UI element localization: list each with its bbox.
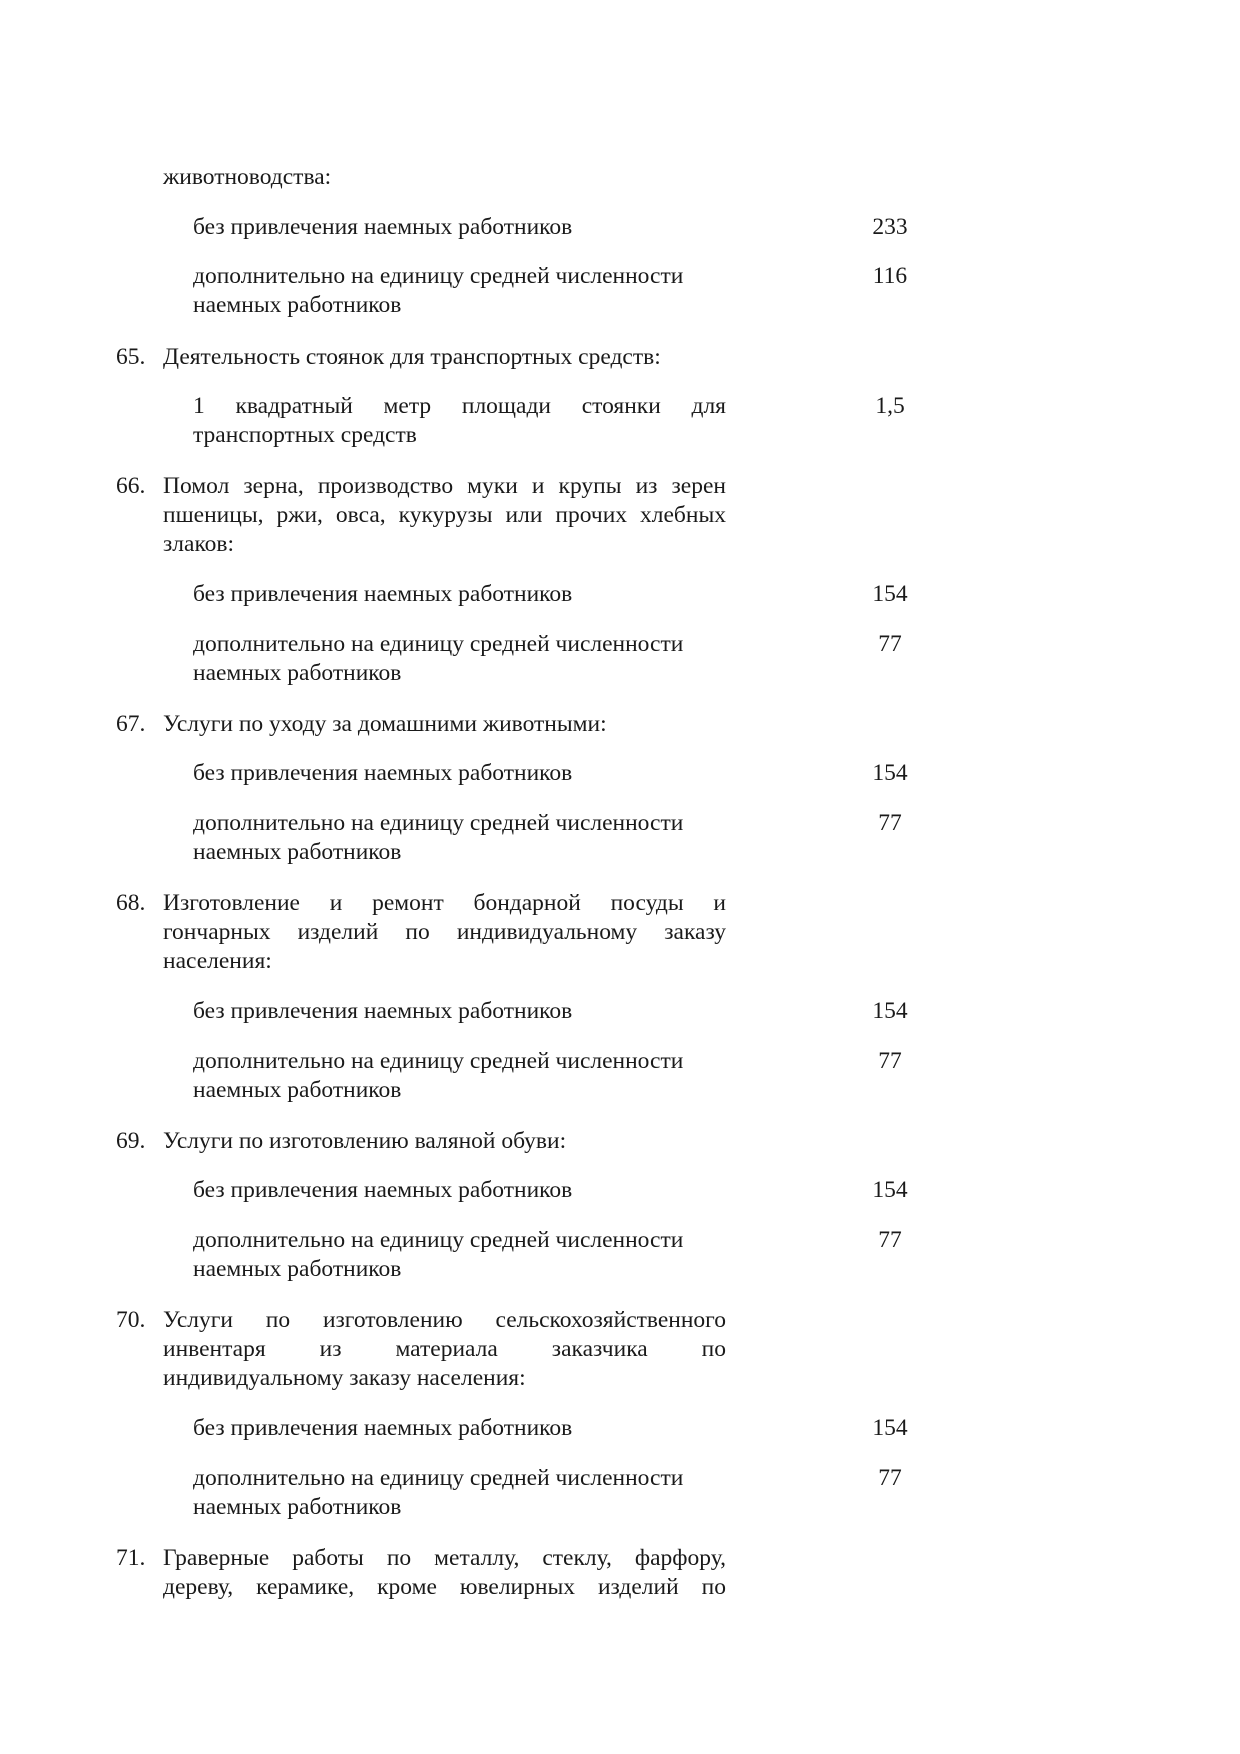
row-additional-label-2: наемных работников <box>193 1077 402 1103</box>
row-without-value: 154 <box>872 760 908 786</box>
row-additional-value: 77 <box>878 631 902 657</box>
row-additional-label-2: наемных работников <box>193 839 402 865</box>
row-without-value: 154 <box>872 1177 908 1203</box>
item-title-line: Изготовление и ремонт бондарной посуды и <box>163 890 726 916</box>
row-without-value: 154 <box>872 581 908 607</box>
item-number: 67. <box>116 711 146 737</box>
row-without-label: без привлечения наемных работников <box>193 581 573 607</box>
item-title-line: Услуги по изготовлению сельскохозяйственного <box>163 1307 726 1333</box>
row-additional-label-1: дополнительно на единицу средней численности <box>193 1048 684 1074</box>
row-additional-value: 77 <box>878 1465 902 1491</box>
item-number: 70. <box>116 1307 146 1333</box>
row-additional-label-1: дополнительно на единицу средней численности <box>193 810 684 836</box>
row-without-label: без привлечения наемных работников <box>193 1177 573 1203</box>
item-title-line: гончарных изделий по индивидуальному заказу <box>163 919 726 945</box>
row-additional-label-1: дополнительно на единицу средней численности <box>193 1465 684 1491</box>
row-without-label: без привлечения наемных работников <box>193 760 573 786</box>
item-title-line: пшеницы, ржи, овса, кукурузы или прочих хлебных <box>163 502 726 528</box>
item-title-line: населения: <box>163 948 272 974</box>
item-title-line: Услуги по изготовлению валяной обуви: <box>163 1128 567 1154</box>
row-without-value: 154 <box>872 998 908 1024</box>
row-without-label: без привлечения наемных работников <box>193 214 573 240</box>
row-without-label: без привлечения наемных работников <box>193 1415 573 1441</box>
row-additional-value: 77 <box>878 1048 902 1074</box>
row-additional-label-2: наемных работников <box>193 292 402 318</box>
item-number: 68. <box>116 890 146 916</box>
row-without-value: 233 <box>872 214 908 240</box>
item-subtitle-line: 1 квадратный метр площади стоянки для <box>193 393 726 419</box>
row-additional-value: 77 <box>878 1227 902 1253</box>
item-subtitle-line: транспортных средств <box>193 422 417 448</box>
row-additional-value: 116 <box>872 263 908 289</box>
item-number: 69. <box>116 1128 146 1154</box>
row-without-value: 154 <box>872 1415 908 1441</box>
item-number: 65. <box>116 344 146 370</box>
item-number: 71. <box>116 1545 146 1571</box>
item-number: 66. <box>116 473 146 499</box>
row-additional-label-1: дополнительно на единицу средней численности <box>193 1227 684 1253</box>
row-additional-label-2: наемных работников <box>193 1256 402 1282</box>
intro-text: животноводства: <box>163 164 332 190</box>
item-title-line: индивидуальному заказу населения: <box>163 1365 526 1391</box>
item-title-line: дереву, керамике, кроме ювелирных изделий по <box>163 1574 726 1600</box>
row-additional-label-2: наемных работников <box>193 660 402 686</box>
item-title-line: Услуги по уходу за домашними животными: <box>163 711 607 737</box>
item-title-line: Деятельность стоянок для транспортных средств: <box>163 344 661 370</box>
row-without-label: без привлечения наемных работников <box>193 998 573 1024</box>
item-title-line: злаков: <box>163 531 235 557</box>
row-additional-label-2: наемных работников <box>193 1494 402 1520</box>
item-title-line: инвентаря из материала заказчика по <box>163 1336 726 1362</box>
item-title-line: Помол зерна, производство муки и крупы из зерен <box>163 473 726 499</box>
row-additional-label-1: дополнительно на единицу средней численности <box>193 631 684 657</box>
row-additional-value: 77 <box>878 810 902 836</box>
row-additional-label-1: дополнительно на единицу средней численности <box>193 263 684 289</box>
item-title-line: Граверные работы по металлу, стеклу, фарфору, <box>163 1545 726 1571</box>
item-value: 1,5 <box>875 393 905 419</box>
